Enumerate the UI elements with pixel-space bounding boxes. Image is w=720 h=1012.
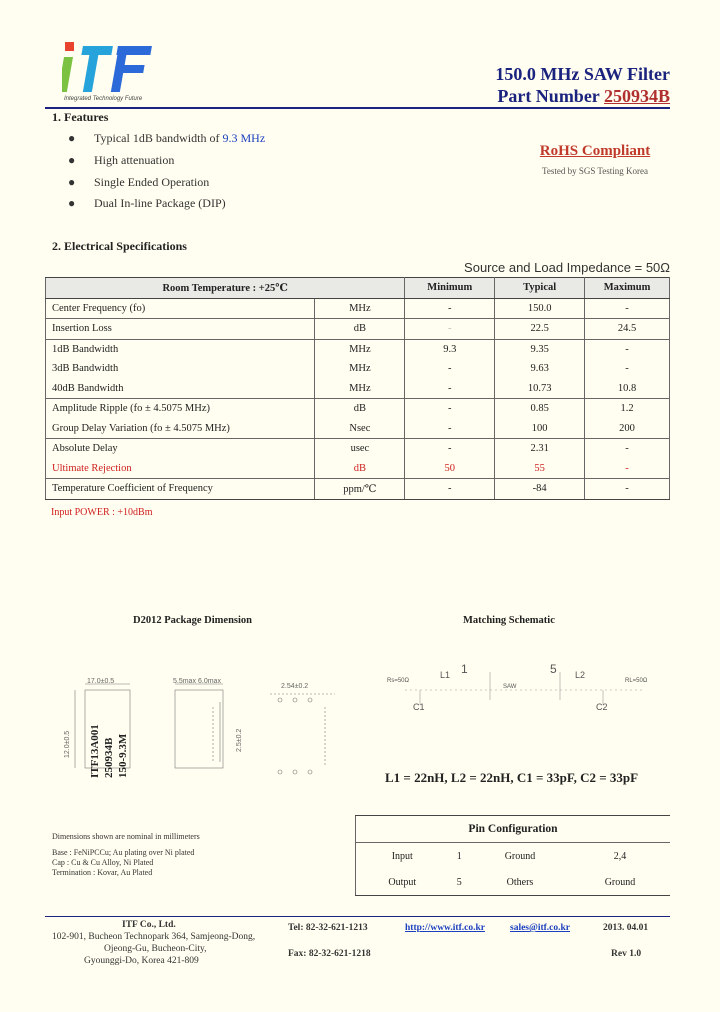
schematic-title: Matching Schematic	[463, 615, 555, 626]
address-line: 102-901, Bucheon Technopark 364, Samjeong-Dong,	[52, 932, 256, 942]
dim-pitch: 2.54±0.2	[281, 683, 309, 690]
itf-logo	[62, 40, 157, 95]
part-number-label: Part Number	[497, 86, 600, 106]
revision: Rev 1.0	[611, 949, 642, 959]
table-row: Insertion Loss dB - 22.5 24.5	[46, 319, 670, 340]
dim-length: 12.0±0.5	[64, 730, 71, 758]
pin-1-label: 1	[461, 662, 468, 676]
bullet: ●	[68, 131, 76, 145]
fax: Fax: 82-32-621-1218	[288, 949, 371, 959]
address-line: Ojeong-Gu, Bucheon-City,	[104, 944, 207, 954]
impedance-note: Source and Load Impedance = 50Ω	[464, 260, 670, 275]
pin-config-header: Pin Configuration	[356, 816, 671, 843]
table-row: Absolute Delay usec - 2.31 -	[46, 439, 670, 459]
address-line: Gyounggi-Do, Korea 421-809	[84, 956, 199, 966]
package-marking: ITF13A001 250934B 150-9.3M	[89, 724, 129, 778]
label-rs: Rs=50Ω	[387, 678, 409, 684]
dim-height2: 6.0max	[198, 678, 221, 685]
table-row: Input 1 Ground 2,4	[356, 843, 671, 870]
rohs-subtitle: Tested by SGS Testing Korea	[541, 166, 649, 176]
label-l1: L1	[440, 670, 451, 680]
table-row: Amplitude Ripple (fo ± 4.5075 MHz) dB - 0.85 1.2	[46, 399, 670, 419]
component-values: L1 = 22nH, L2 = 22nH, C1 = 33pF, C2 = 33pF	[385, 770, 639, 785]
pin-config-table	[355, 815, 670, 896]
email-link[interactable]: sales@itf.co.kr	[510, 923, 571, 933]
table-row: 40dB Bandwidth MHz - 10.73 10.8	[46, 379, 670, 399]
table-row: 1dB Bandwidth MHz 9.3 9.35 -	[46, 339, 670, 359]
company-name: ITF Co., Ltd.	[122, 920, 176, 930]
feature-item: ● Single Ended Operation	[68, 175, 210, 189]
bullet: ●	[68, 175, 76, 189]
table-row: 3dB Bandwidth MHz - 9.63 -	[46, 359, 670, 379]
logo-tagline: Integrated Technology Future	[64, 96, 143, 102]
label-rl: RL=50Ω	[625, 678, 648, 684]
feature-item: ● Typical 1dB bandwidth of 9.3 MHz	[68, 131, 266, 145]
note-dimensions: Dimensions shown are nominal in millimeters	[52, 832, 200, 841]
label-saw: SAW	[503, 684, 517, 690]
spec-table	[45, 277, 670, 500]
feature-item: ● Dual In-line Package (DIP)	[68, 196, 226, 210]
dim-height: 5.5max	[173, 678, 196, 685]
rohs-title: RoHS Compliant	[539, 143, 651, 159]
matching-schematic	[385, 660, 670, 725]
dim-pin: 2.5±0.2	[236, 728, 243, 752]
table-row: Output 5 Others Ground	[356, 869, 671, 896]
tel: Tel: 82-32-621-1213	[288, 923, 368, 933]
dim-width: 17.0±0.5	[87, 678, 115, 685]
label-l2: L2	[575, 670, 586, 680]
product-title: 150.0 MHz SAW Filter	[495, 64, 670, 84]
note-termination: Termination : Kovar, Au Plated	[52, 868, 153, 877]
note-cap: Cap : Cu & Cu Alloy, Ni Plated	[52, 858, 154, 867]
label-c1: C1	[413, 702, 425, 712]
feature-item: ● High attenuation	[68, 153, 175, 167]
note-base: Base : FeNiPCCu; Au plating over Ni plated	[52, 848, 195, 857]
bandwidth-highlight: 9.3 MHz	[222, 131, 266, 145]
table-row: Center Frequency (fo) MHz - 150.0 -	[46, 298, 670, 319]
table-row: Ultimate Rejection dB 50 55 -	[46, 459, 670, 479]
label-c2: C2	[596, 702, 608, 712]
package-title: D2012 Package Dimension	[133, 615, 252, 626]
features-heading: 1. Features	[52, 110, 109, 124]
doc-date: 2013. 04.01	[603, 923, 649, 933]
footer-rule	[45, 916, 670, 917]
part-number: 250934B	[603, 86, 670, 106]
spec-header-row: Room Temperature : +25℃ Minimum Typical Maximum	[46, 278, 670, 299]
bullet: ●	[68, 196, 76, 210]
input-power-note: Input POWER : +10dBm	[51, 507, 153, 518]
bullet: ●	[68, 153, 76, 167]
website-link[interactable]: http://www.itf.co.kr	[405, 923, 485, 933]
table-row: Group Delay Variation (fo ± 4.5075 MHz) Nsec - 100 200	[46, 419, 670, 439]
table-row: Temperature Coefficient of Frequency ppm/℃ - -84 -	[46, 479, 670, 500]
electrical-heading: 2. Electrical Specifications	[52, 239, 187, 253]
header-rule	[45, 107, 670, 109]
pin-5-label: 5	[550, 662, 557, 676]
part-number-line	[497, 86, 670, 107]
